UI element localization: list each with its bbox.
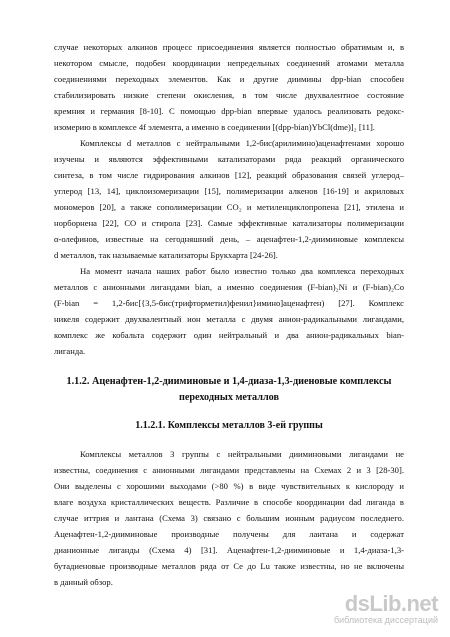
subsection-heading: 1.1.2.1. Комплексы металлов 3-ей группы xyxy=(135,420,323,431)
text-line: влаге воздуха кристаллических веществ. Различие в способе координации dad лиганда в xyxy=(54,497,404,507)
text-line: углерод [13, 14], циклоизомеризации [15], полимеризации алкенов [16-19] и акриловых xyxy=(54,186,404,196)
text-line: в данный обзор. xyxy=(54,577,113,587)
watermark xyxy=(322,591,442,631)
text-line: Комплексы d металлов с нейтральными 1,2-бис(арилимино)аценафтенами хорошо xyxy=(80,138,404,148)
text-line: (F-bian = 1,2-бис[{3,5-бис(трифторметил)фенил}имино]аценафтен) [27]. Комплекс xyxy=(54,298,404,308)
text-line: соединениями переходных элементов. Как и другие диимины dpp-bian способен xyxy=(54,74,404,84)
watermark-logo: dsLib.net xyxy=(344,591,438,616)
text-line: комплекс же кобальта содержит один нейтральный и два анион-радикальных bian- xyxy=(54,330,404,340)
text-line: α-олефинов, известные на сегодняшний день, – аценафтен-1,2-дииминовые комплексы xyxy=(54,234,404,244)
text-line: Аценафтен-1,2-дииминовые производные получены для лантана и содержат xyxy=(54,529,404,539)
section-heading: 1.1.2. Аценафтен-1,2-дииминовые и 1,4-диаза-1,3-диеновые комплексы xyxy=(66,376,392,387)
text-line: На момент начала наших работ было известно только два комплекса переходных xyxy=(80,266,404,276)
text-line: металлов с анионными лигандами bian, а именно соединения (F-bian)₂Ni и (F-bian)₂Co xyxy=(54,282,404,292)
text-line: бутадиеновые производные металлов ряда от Ce до Lu также известны, но не включены xyxy=(54,561,404,571)
text-line: лиганда. xyxy=(54,346,86,356)
text-line: случае иттрия и лантана (Схема 3) связано с большим ионным радиусом последнего. xyxy=(54,513,404,523)
text-line: изучены и являются эффективными катализаторами ряда реакций органического xyxy=(54,154,404,164)
text-line: кремния и германия [8-10]. С помощью dpp-bian впервые удалось реализовать редокс- xyxy=(54,106,404,116)
text-line: никеля содержит двухвалентный ион металла с двумя анион-радикальными лигандами, xyxy=(54,314,404,324)
text-line: стабилизировать низкие степени окисления, в том числе двухвалентное состояние xyxy=(54,90,404,100)
text-line: мономеров [20], а также сополимеризации CO₂ и метиленциклопропена [21], этилена и xyxy=(54,202,404,212)
text-line: Они выделены с хорошими выходами (>80 %) в виде чувствительных к кислороду и xyxy=(54,481,404,491)
text-line: Комплексы металлов 3 группы с нейтральными дииминовыми лигандами не xyxy=(80,449,404,459)
text-line: некотором смысле, подобен координации непредельных соединений атомами металла xyxy=(54,58,404,68)
watermark-tagline: библиотека диссертаций xyxy=(333,615,438,625)
text-line: известны, соединения с анионными лигандами представлены на Схемах 2 и 3 [28-30]. xyxy=(54,465,404,475)
text-line: синтеза, в том числе гидрирования алкинов [12], реакций образования связей углерод– xyxy=(54,170,404,180)
text-line: d металлов, так называемые катализаторы Брукхарта [24-26]. xyxy=(54,250,278,260)
text-line: случае некоторых алкинов процесс присоединения является полностью обратимым и, в xyxy=(54,42,404,52)
text-line: дианионные лиганды (Схема 4) [31]. Аценафтен-1,2-дииминовые и 1,4-диаза-1,3- xyxy=(54,545,404,555)
text-line: норборнена [22], CO и стирола [23]. Самые эффективные катализаторы полимеризации xyxy=(54,218,404,228)
text-line: изомерию в комплексе 4f элемента, а именно в соединении [(dpp-bian)YbCl(dme)]₂ [11]. xyxy=(54,122,375,132)
section-heading: переходных металлов xyxy=(178,392,280,403)
